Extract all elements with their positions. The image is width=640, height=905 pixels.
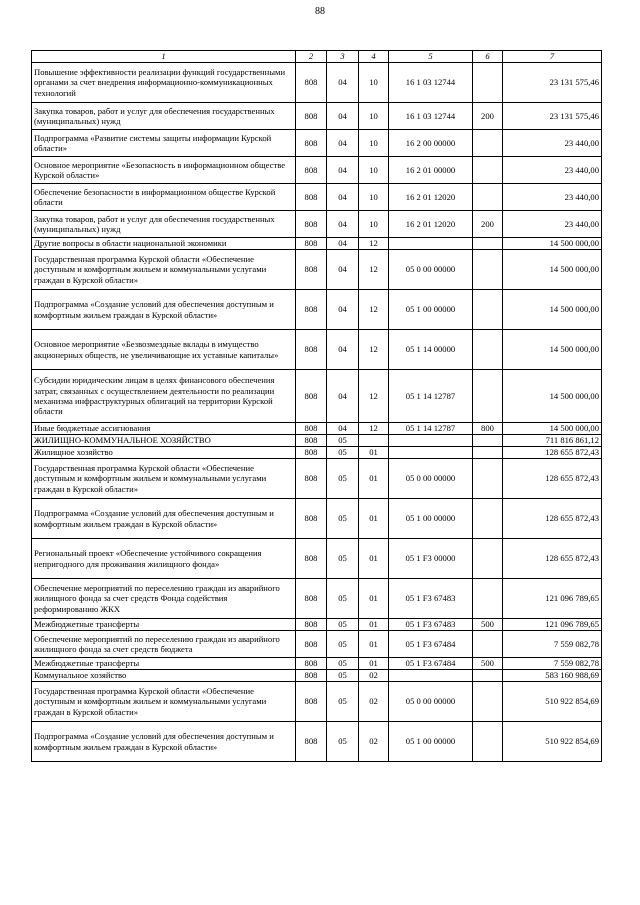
cell-expense bbox=[473, 631, 503, 658]
cell-name: Подпрограмма «Создание условий для обеспечения доступным и комфортным жильем граждан в Курской области» bbox=[32, 290, 296, 330]
cell-subsection: 01 bbox=[359, 658, 389, 670]
cell-section: 04 bbox=[327, 290, 359, 330]
cell-amount: 23 131 575,46 bbox=[503, 103, 602, 130]
cell-subsection: 12 bbox=[359, 238, 389, 250]
table-row bbox=[32, 250, 602, 290]
cell-name: Закупка товаров, работ и услуг для обеспечения государственных (муниципальных) нужд bbox=[32, 103, 296, 130]
table-row bbox=[32, 658, 602, 670]
cell-subsection: 02 bbox=[359, 682, 389, 722]
cell-ministry: 808 bbox=[296, 370, 327, 423]
cell-section: 05 bbox=[327, 722, 359, 762]
cell-expense bbox=[473, 682, 503, 722]
cell-expense: 500 bbox=[473, 658, 503, 670]
cell-subsection: 02 bbox=[359, 722, 389, 762]
cell-name: Основное мероприятие «Безопасность в информационном обществе Курской области» bbox=[32, 157, 296, 184]
cell-target: 05 1 F3 00000 bbox=[389, 539, 473, 579]
cell-target: 05 1 00 00000 bbox=[389, 722, 473, 762]
header-cell-subsection: 4 bbox=[359, 51, 389, 63]
cell-section: 05 bbox=[327, 499, 359, 539]
cell-section: 04 bbox=[327, 250, 359, 290]
table-row bbox=[32, 459, 602, 499]
cell-target bbox=[389, 435, 473, 447]
cell-name: Иные бюджетные ассигнования bbox=[32, 423, 296, 435]
table-row bbox=[32, 290, 602, 330]
cell-ministry: 808 bbox=[296, 631, 327, 658]
cell-section: 04 bbox=[327, 130, 359, 157]
cell-amount: 510 922 854,69 bbox=[503, 722, 602, 762]
table-row bbox=[32, 184, 602, 211]
cell-ministry: 808 bbox=[296, 423, 327, 435]
cell-name: Региональный проект «Обеспечение устойчивого сокращения непригодного для проживания жилищного фонда» bbox=[32, 539, 296, 579]
cell-ministry: 808 bbox=[296, 539, 327, 579]
cell-section: 04 bbox=[327, 238, 359, 250]
cell-amount: 128 655 872,43 bbox=[503, 447, 602, 459]
cell-target bbox=[389, 238, 473, 250]
cell-target: 16 2 01 00000 bbox=[389, 157, 473, 184]
cell-expense bbox=[473, 130, 503, 157]
cell-expense bbox=[473, 238, 503, 250]
cell-name: Государственная программа Курской области «Обеспечение доступным и комфортным жильем и коммунальными услугами граждан в Курской области» bbox=[32, 250, 296, 290]
cell-subsection: 12 bbox=[359, 423, 389, 435]
cell-amount: 583 160 988,69 bbox=[503, 670, 602, 682]
cell-expense bbox=[473, 290, 503, 330]
cell-expense: 800 bbox=[473, 423, 503, 435]
cell-amount: 14 500 000,00 bbox=[503, 330, 602, 370]
table-row bbox=[32, 579, 602, 619]
cell-target: 05 0 00 00000 bbox=[389, 682, 473, 722]
table-row bbox=[32, 130, 602, 157]
cell-amount: 128 655 872,43 bbox=[503, 499, 602, 539]
table-row bbox=[32, 722, 602, 762]
cell-target: 16 2 00 00000 bbox=[389, 130, 473, 157]
table-row bbox=[32, 619, 602, 631]
cell-name: Подпрограмма «Создание условий для обеспечения доступным и комфортным жильем граждан в Курской области» bbox=[32, 499, 296, 539]
cell-amount: 7 559 082,78 bbox=[503, 631, 602, 658]
table-row bbox=[32, 370, 602, 423]
cell-name: Обеспечение мероприятий по переселению граждан из аварийного жилищного фонда за счет средств бюджета bbox=[32, 631, 296, 658]
cell-subsection: 01 bbox=[359, 579, 389, 619]
cell-expense bbox=[473, 722, 503, 762]
table-row bbox=[32, 103, 602, 130]
cell-subsection: 02 bbox=[359, 670, 389, 682]
cell-ministry: 808 bbox=[296, 63, 327, 103]
header-cell-expense: 6 bbox=[473, 51, 503, 63]
cell-amount: 510 922 854,69 bbox=[503, 682, 602, 722]
cell-subsection: 12 bbox=[359, 370, 389, 423]
cell-target: 05 1 14 12787 bbox=[389, 423, 473, 435]
table-row bbox=[32, 157, 602, 184]
cell-section: 04 bbox=[327, 423, 359, 435]
header-cell-target: 5 bbox=[389, 51, 473, 63]
table-row bbox=[32, 211, 602, 238]
cell-subsection: 01 bbox=[359, 447, 389, 459]
cell-ministry: 808 bbox=[296, 435, 327, 447]
cell-amount: 121 096 789,65 bbox=[503, 579, 602, 619]
cell-subsection: 01 bbox=[359, 631, 389, 658]
cell-target: 16 2 01 12020 bbox=[389, 211, 473, 238]
cell-name: Основное мероприятие «Безвозмездные вклады в имущество акционерных обществ, не увеличивающие их уставные капиталы» bbox=[32, 330, 296, 370]
cell-target: 05 1 14 12787 bbox=[389, 370, 473, 423]
cell-ministry: 808 bbox=[296, 290, 327, 330]
cell-ministry: 808 bbox=[296, 619, 327, 631]
cell-name: Обеспечение мероприятий по переселению граждан из аварийного жилищного фонда за счет средств Фонда содействия реформированию ЖКХ bbox=[32, 579, 296, 619]
cell-target: 05 1 F3 67484 bbox=[389, 631, 473, 658]
cell-amount: 14 500 000,00 bbox=[503, 290, 602, 330]
cell-ministry: 808 bbox=[296, 211, 327, 238]
cell-ministry: 808 bbox=[296, 658, 327, 670]
cell-section: 04 bbox=[327, 330, 359, 370]
cell-name: Обеспечение безопасности в информационном обществе Курской области bbox=[32, 184, 296, 211]
table-row bbox=[32, 682, 602, 722]
cell-subsection: 10 bbox=[359, 211, 389, 238]
table-row bbox=[32, 539, 602, 579]
cell-amount: 23 440,00 bbox=[503, 157, 602, 184]
cell-section: 05 bbox=[327, 539, 359, 579]
cell-name: Другие вопросы в области национальной экономики bbox=[32, 238, 296, 250]
cell-subsection: 12 bbox=[359, 330, 389, 370]
table-row bbox=[32, 330, 602, 370]
table-row bbox=[32, 435, 602, 447]
cell-target: 16 2 01 12020 bbox=[389, 184, 473, 211]
page-number: 88 bbox=[315, 6, 325, 17]
cell-subsection: 10 bbox=[359, 184, 389, 211]
cell-expense bbox=[473, 184, 503, 211]
cell-ministry: 808 bbox=[296, 579, 327, 619]
cell-section: 04 bbox=[327, 103, 359, 130]
cell-section: 04 bbox=[327, 211, 359, 238]
cell-target bbox=[389, 670, 473, 682]
header-row bbox=[32, 51, 602, 63]
cell-section: 04 bbox=[327, 157, 359, 184]
cell-subsection bbox=[359, 435, 389, 447]
cell-expense bbox=[473, 370, 503, 423]
cell-name: Закупка товаров, работ и услуг для обеспечения государственных (муниципальных) нужд bbox=[32, 211, 296, 238]
cell-name: Коммунальное хозяйство bbox=[32, 670, 296, 682]
cell-name: Государственная программа Курской области «Обеспечение доступным и комфортным жильем и коммунальными услугами граждан в Курской области» bbox=[32, 459, 296, 499]
cell-expense bbox=[473, 63, 503, 103]
header-cell-name: 1 bbox=[32, 51, 296, 63]
cell-target: 05 1 F3 67484 bbox=[389, 658, 473, 670]
cell-target bbox=[389, 447, 473, 459]
cell-ministry: 808 bbox=[296, 238, 327, 250]
cell-amount: 14 500 000,00 bbox=[503, 250, 602, 290]
cell-target: 05 1 14 00000 bbox=[389, 330, 473, 370]
cell-expense bbox=[473, 330, 503, 370]
cell-section: 05 bbox=[327, 459, 359, 499]
table-row bbox=[32, 423, 602, 435]
cell-amount: 23 440,00 bbox=[503, 184, 602, 211]
cell-name: Жилищное хозяйство bbox=[32, 447, 296, 459]
cell-section: 04 bbox=[327, 184, 359, 211]
cell-name: ЖИЛИЩНО-КОММУНАЛЬНОЕ ХОЗЯЙСТВО bbox=[32, 435, 296, 447]
table-row bbox=[32, 499, 602, 539]
cell-section: 05 bbox=[327, 670, 359, 682]
cell-amount: 121 096 789,65 bbox=[503, 619, 602, 631]
cell-section: 05 bbox=[327, 579, 359, 619]
cell-section: 05 bbox=[327, 447, 359, 459]
cell-subsection: 12 bbox=[359, 250, 389, 290]
cell-subsection: 10 bbox=[359, 63, 389, 103]
cell-subsection: 10 bbox=[359, 130, 389, 157]
cell-section: 04 bbox=[327, 370, 359, 423]
cell-ministry: 808 bbox=[296, 447, 327, 459]
cell-name: Повышение эффективности реализации функций государственными органами за счет внедрения информационно-коммуникационных технологий bbox=[32, 63, 296, 103]
cell-amount: 7 559 082,78 bbox=[503, 658, 602, 670]
cell-ministry: 808 bbox=[296, 670, 327, 682]
header-cell-ministry: 2 bbox=[296, 51, 327, 63]
cell-target: 05 1 00 00000 bbox=[389, 499, 473, 539]
header-cell-section: 3 bbox=[327, 51, 359, 63]
cell-target: 05 1 F3 67483 bbox=[389, 619, 473, 631]
cell-amount: 14 500 000,00 bbox=[503, 423, 602, 435]
cell-target: 05 0 00 00000 bbox=[389, 459, 473, 499]
table-row bbox=[32, 670, 602, 682]
cell-section: 04 bbox=[327, 63, 359, 103]
cell-amount: 711 816 861,12 bbox=[503, 435, 602, 447]
cell-ministry: 808 bbox=[296, 250, 327, 290]
cell-target: 16 1 03 12744 bbox=[389, 63, 473, 103]
cell-expense: 200 bbox=[473, 211, 503, 238]
cell-subsection: 01 bbox=[359, 619, 389, 631]
cell-name: Государственная программа Курской области «Обеспечение доступным и комфортным жильем и коммунальными услугами граждан в Курской области» bbox=[32, 682, 296, 722]
cell-amount: 23 131 575,46 bbox=[503, 63, 602, 103]
cell-name: Межбюджетные трансферты bbox=[32, 619, 296, 631]
cell-ministry: 808 bbox=[296, 103, 327, 130]
cell-ministry: 808 bbox=[296, 682, 327, 722]
cell-expense bbox=[473, 499, 503, 539]
cell-subsection: 12 bbox=[359, 290, 389, 330]
cell-subsection: 10 bbox=[359, 157, 389, 184]
cell-section: 05 bbox=[327, 619, 359, 631]
cell-subsection: 10 bbox=[359, 103, 389, 130]
cell-amount: 128 655 872,43 bbox=[503, 459, 602, 499]
cell-section: 05 bbox=[327, 682, 359, 722]
cell-section: 05 bbox=[327, 631, 359, 658]
cell-expense bbox=[473, 250, 503, 290]
cell-expense bbox=[473, 670, 503, 682]
cell-amount: 23 440,00 bbox=[503, 211, 602, 238]
table-row bbox=[32, 238, 602, 250]
cell-expense bbox=[473, 459, 503, 499]
cell-amount: 128 655 872,43 bbox=[503, 539, 602, 579]
cell-amount: 14 500 000,00 bbox=[503, 370, 602, 423]
cell-target: 05 1 00 00000 bbox=[389, 290, 473, 330]
cell-expense: 200 bbox=[473, 103, 503, 130]
cell-ministry: 808 bbox=[296, 330, 327, 370]
cell-subsection: 01 bbox=[359, 539, 389, 579]
cell-amount: 14 500 000,00 bbox=[503, 238, 602, 250]
cell-expense bbox=[473, 435, 503, 447]
cell-expense bbox=[473, 447, 503, 459]
cell-ministry: 808 bbox=[296, 184, 327, 211]
cell-expense bbox=[473, 157, 503, 184]
table-row bbox=[32, 63, 602, 103]
cell-ministry: 808 bbox=[296, 722, 327, 762]
cell-name: Субсидии юридическим лицам в целях финансового обеспечения затрат, связанных с осуществлением деятельности по реализации механизма инфраструктурных облигаций на территории Курской области bbox=[32, 370, 296, 423]
cell-subsection: 01 bbox=[359, 459, 389, 499]
cell-name: Межбюджетные трансферты bbox=[32, 658, 296, 670]
cell-ministry: 808 bbox=[296, 157, 327, 184]
cell-ministry: 808 bbox=[296, 499, 327, 539]
table-row bbox=[32, 447, 602, 459]
cell-subsection: 01 bbox=[359, 499, 389, 539]
cell-target: 05 0 00 00000 bbox=[389, 250, 473, 290]
cell-target: 16 1 03 12744 bbox=[389, 103, 473, 130]
table-row bbox=[32, 631, 602, 658]
cell-expense bbox=[473, 579, 503, 619]
cell-name: Подпрограмма «Развитие системы защиты информации Курской области» bbox=[32, 130, 296, 157]
cell-amount: 23 440,00 bbox=[503, 130, 602, 157]
header-cell-amount: 7 bbox=[503, 51, 602, 63]
budget-table bbox=[31, 50, 602, 762]
cell-target: 05 1 F3 67483 bbox=[389, 579, 473, 619]
cell-expense: 500 bbox=[473, 619, 503, 631]
cell-name: Подпрограмма «Создание условий для обеспечения доступным и комфортным жильем граждан в Курской области» bbox=[32, 722, 296, 762]
cell-section: 05 bbox=[327, 658, 359, 670]
cell-ministry: 808 bbox=[296, 130, 327, 157]
cell-ministry: 808 bbox=[296, 459, 327, 499]
cell-expense bbox=[473, 539, 503, 579]
cell-section: 05 bbox=[327, 435, 359, 447]
